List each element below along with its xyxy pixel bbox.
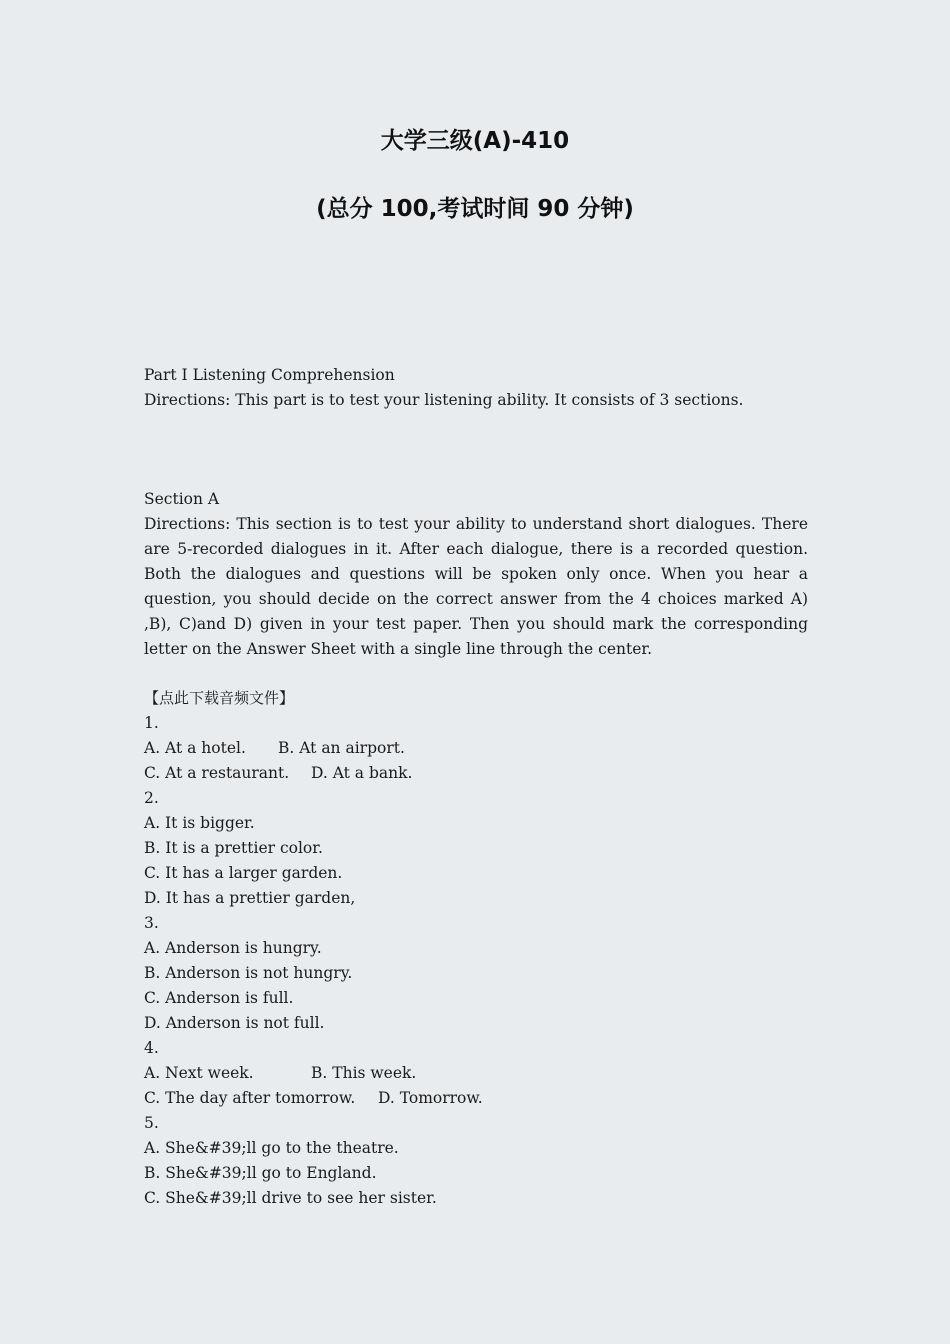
option-d[interactable]: D. Tomorrow. xyxy=(378,1089,483,1107)
option-a[interactable]: A. Anderson is hungry. xyxy=(144,939,322,957)
questions-area xyxy=(144,686,808,1211)
option-d[interactable]: D. It has a prettier garden, xyxy=(144,889,356,907)
option-d[interactable]: D. At a bank. xyxy=(311,764,413,782)
question-number: 1. xyxy=(144,714,159,732)
question-number: 3. xyxy=(144,914,159,932)
section-directions: Directions: This section is to test your ability to understand short dialogues. There are 5-recorded dialogues in it. After each dialogue, there is a recorded question. Both the dialogues and questions will be spoken only once. When you hear a question, you should decide on the correct answer from the 4 choices marked A) ,B), C)and D) given in your test paper. Then you should mark the corresponding letter on the Answer Sheet with a single line through the center. xyxy=(144,515,808,658)
option-row xyxy=(144,736,808,761)
option-a[interactable]: A. Next week. xyxy=(144,1064,254,1082)
question-number: 2. xyxy=(144,789,159,807)
option-b[interactable]: B. Anderson is not hungry. xyxy=(144,964,353,982)
option-c[interactable]: C. It has a larger garden. xyxy=(144,864,343,882)
option-b[interactable]: B. This week. xyxy=(311,1064,417,1082)
option-c[interactable]: C. She&#39;ll drive to see her sister. xyxy=(144,1189,437,1207)
audio-download-link[interactable]: 【点此下载音频文件】 xyxy=(144,689,295,707)
option-c[interactable]: C. Anderson is full. xyxy=(144,989,294,1007)
option-row xyxy=(144,1086,808,1111)
option-b[interactable]: B. It is a prettier color. xyxy=(144,839,323,857)
page-title: 大学三级(A)-410 xyxy=(380,128,570,154)
option-b[interactable]: B. At an airport. xyxy=(278,739,405,757)
page-subtitle: (总分 100,考试时间 90 分钟) xyxy=(316,196,634,222)
question-number: 5. xyxy=(144,1114,159,1132)
part-one xyxy=(144,363,808,413)
option-row xyxy=(144,1061,808,1086)
option-a[interactable]: A. It is bigger. xyxy=(144,814,255,832)
option-a[interactable]: A. She&#39;ll go to the theatre. xyxy=(144,1139,399,1157)
part-heading: Part Ⅰ Listening Comprehension xyxy=(144,366,395,384)
section-heading: Section A xyxy=(144,490,220,508)
section-a xyxy=(144,487,808,662)
option-c[interactable]: C. The day after tomorrow. xyxy=(144,1089,356,1107)
question-number: 4. xyxy=(144,1039,159,1057)
part-directions: Directions: This part is to test your listening ability. It consists of 3 sections. xyxy=(144,391,744,409)
option-b[interactable]: B. She&#39;ll go to England. xyxy=(144,1164,377,1182)
option-d[interactable]: D. Anderson is not full. xyxy=(144,1014,325,1032)
option-c[interactable]: C. At a restaurant. xyxy=(144,764,290,782)
option-a[interactable]: A. At a hotel. xyxy=(144,739,246,757)
option-row xyxy=(144,761,808,786)
